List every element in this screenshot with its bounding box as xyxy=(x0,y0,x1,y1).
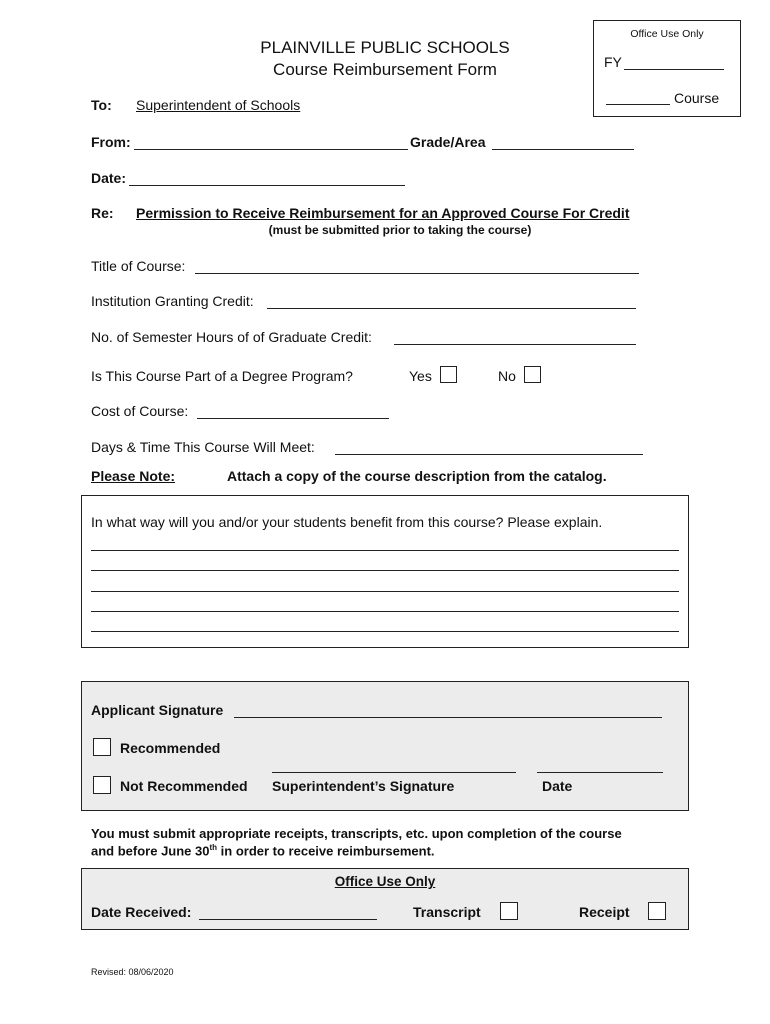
superintendent-signature-label: Superintendent’s Signature xyxy=(272,778,455,794)
date-field[interactable] xyxy=(129,185,405,186)
please-note-label: Please Note: xyxy=(91,468,176,484)
not-recommended-label: Not Recommended xyxy=(120,778,248,794)
school-name: PLAINVILLE PUBLIC SCHOOLS xyxy=(260,38,510,57)
submit-note-sup: th xyxy=(209,843,218,852)
recommended-checkbox[interactable] xyxy=(93,738,111,756)
revised-date: Revised: 08/06/2020 xyxy=(91,967,174,977)
office-use-box xyxy=(593,20,741,117)
re-note: (must be submitted prior to taking the course) xyxy=(268,223,532,237)
superintendent-date-label: Date xyxy=(542,778,573,794)
course-title-field[interactable] xyxy=(195,273,639,274)
no-label: No xyxy=(498,368,516,384)
yes-label: Yes xyxy=(409,368,432,384)
cost-field[interactable] xyxy=(197,418,389,419)
fy-field[interactable] xyxy=(624,69,724,70)
days-label: Days & Time This Course Will Meet: xyxy=(91,439,315,455)
from-label: From: xyxy=(91,134,131,150)
re-value: Permission to Receive Reimbursement for an Approved Course For Credit xyxy=(136,205,630,221)
applicant-signature-field[interactable] xyxy=(234,717,662,718)
cost-label: Cost of Course: xyxy=(91,403,189,419)
benefit-line-4[interactable] xyxy=(91,611,679,612)
transcript-label: Transcript xyxy=(413,904,481,920)
form-title: Course Reimbursement Form xyxy=(273,60,497,79)
re-label: Re: xyxy=(91,205,114,221)
submit-note-line-2 xyxy=(91,843,435,858)
benefit-line-5[interactable] xyxy=(91,631,679,632)
submit-note-line-1: You must submit appropriate receipts, transcripts, etc. upon completion of the course xyxy=(91,826,622,841)
hours-label: No. of Semester Hours of of Graduate Credit: xyxy=(91,329,372,345)
yes-checkbox[interactable] xyxy=(440,366,457,383)
benefit-question: In what way will you and/or your students benefit from this course? Please explain. xyxy=(91,514,603,530)
institution-field[interactable] xyxy=(267,308,636,309)
course-field[interactable] xyxy=(606,104,670,105)
no-checkbox[interactable] xyxy=(524,366,541,383)
superintendent-date-field[interactable] xyxy=(537,772,663,773)
receipt-label: Receipt xyxy=(579,904,630,920)
from-field[interactable] xyxy=(134,149,408,150)
date-received-label: Date Received: xyxy=(91,904,192,920)
applicant-signature-label: Applicant Signature xyxy=(91,702,224,718)
benefit-line-3[interactable] xyxy=(91,591,679,592)
recommended-label: Recommended xyxy=(120,740,221,756)
not-recommended-checkbox[interactable] xyxy=(93,776,111,794)
transcript-checkbox[interactable] xyxy=(500,902,518,920)
degree-label: Is This Course Part of a Degree Program? xyxy=(91,368,353,384)
grade-area-field[interactable] xyxy=(492,149,634,150)
days-field[interactable] xyxy=(335,454,643,455)
superintendent-signature-field[interactable] xyxy=(272,772,516,773)
to-label: To: xyxy=(91,97,112,113)
submit-note-line-2a: and before June 30 xyxy=(91,843,210,859)
signature-box xyxy=(81,681,689,811)
course-label: Course xyxy=(674,90,720,106)
benefit-line-2[interactable] xyxy=(91,570,679,571)
course-title-label: Title of Course: xyxy=(91,258,186,274)
fy-label: FY xyxy=(604,54,622,70)
receipt-checkbox[interactable] xyxy=(648,902,666,920)
please-note-text: Attach a copy of the course description from the catalog. xyxy=(227,468,607,484)
office-use-title: Office Use Only xyxy=(630,28,704,40)
institution-label: Institution Granting Credit: xyxy=(91,293,254,309)
to-value: Superintendent of Schools xyxy=(136,97,301,113)
benefit-line-1[interactable] xyxy=(91,550,679,551)
date-received-field[interactable] xyxy=(199,919,377,920)
submit-note-line-2b: in order to receive reimbursement. xyxy=(217,843,435,859)
hours-field[interactable] xyxy=(394,344,636,345)
benefit-box xyxy=(81,495,689,648)
date-label: Date: xyxy=(91,170,127,186)
office-use-bottom-title: Office Use Only xyxy=(334,874,436,889)
office-use-bottom-box xyxy=(81,868,689,930)
grade-area-label: Grade/Area xyxy=(410,134,486,150)
